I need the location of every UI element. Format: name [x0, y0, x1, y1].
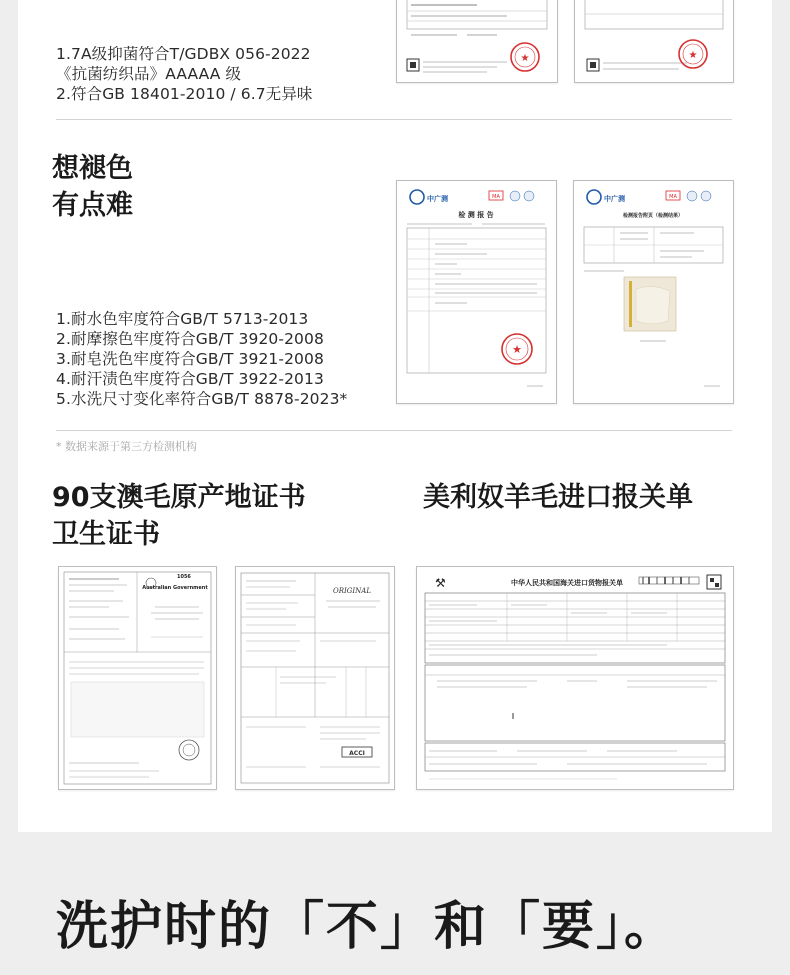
barcode-icon: [639, 577, 699, 584]
report-a-title: 检 测 报 告: [458, 211, 494, 219]
customs-declaration: [416, 566, 734, 790]
content-panel: [18, 0, 772, 832]
report-b-title: 检测报告附页（检测结果）: [622, 213, 684, 219]
spec-line: 2.耐摩擦色牢度符合GB/T 3920-2008: [56, 330, 324, 348]
cgs-logo-icon: [587, 190, 601, 204]
heading-line: 有点难: [52, 190, 133, 221]
svg-text:★: ★: [688, 50, 698, 61]
cert-a-title: Australian Government: [142, 585, 208, 591]
customs-heading: 美利奴羊毛进口报关单: [423, 482, 693, 513]
customs-form-title: 中华人民共和国海关进口货物报关单: [511, 579, 623, 587]
spec-line: 4.耐汗渍色牢度符合GB/T 3922-2013: [56, 370, 324, 388]
test-report-a: [396, 180, 557, 404]
antibacterial-report-b: [574, 0, 734, 83]
antibacterial-report-a: [396, 0, 558, 83]
origin-certificate: [235, 566, 395, 790]
antibacterial-specs: [56, 44, 313, 104]
customs-emblem-icon: ⚒: [435, 576, 446, 590]
svg-text:★: ★: [520, 53, 530, 64]
svg-text:MA: MA: [492, 194, 500, 200]
svg-text:1056: 1056: [177, 574, 191, 580]
svg-text:中广测: 中广测: [427, 195, 448, 203]
heading-line: 90支澳毛原产地证书: [52, 482, 306, 513]
svg-text:ACCI: ACCI: [349, 750, 365, 757]
stamp-icon: [179, 740, 199, 760]
source-note: * 数据来源于第三方检测机构: [56, 440, 197, 453]
svg-text:★: ★: [512, 343, 522, 356]
health-certificate: [58, 566, 217, 790]
heading-line: 想褪色: [52, 153, 133, 184]
test-report-b: [573, 180, 734, 404]
cert-b-title: ORIGINAL: [333, 587, 371, 595]
care-section-title: 洗护时的「不」和「要」。: [56, 897, 679, 957]
colorfast-heading: [52, 150, 133, 224]
svg-text:MA: MA: [669, 194, 677, 200]
colorfast-specs: [56, 309, 347, 409]
svg-text:中广测: 中广测: [604, 195, 625, 203]
spec-line: 1.耐水色牢度符合GB/T 5713-2013: [56, 310, 309, 328]
spec-line: 1.7A级抑菌符合T/GDBX 056-2022: [56, 45, 311, 63]
spec-line: 2.符合GB 18401-2010 / 6.7无异味: [56, 85, 313, 103]
cgs-logo-icon: [410, 190, 424, 204]
origin-heading: [52, 479, 306, 553]
heading-line: 卫生证书: [52, 519, 160, 550]
spec-line: 3.耐皂洗色牢度符合GB/T 3921-2008: [56, 350, 324, 368]
divider: [56, 430, 732, 431]
spec-line: 5.水洗尺寸变化率符合GB/T 8878-2023*: [56, 390, 348, 408]
spec-line: 《抗菌纺织品》AAAAA 级: [56, 65, 242, 83]
divider: [56, 119, 732, 120]
